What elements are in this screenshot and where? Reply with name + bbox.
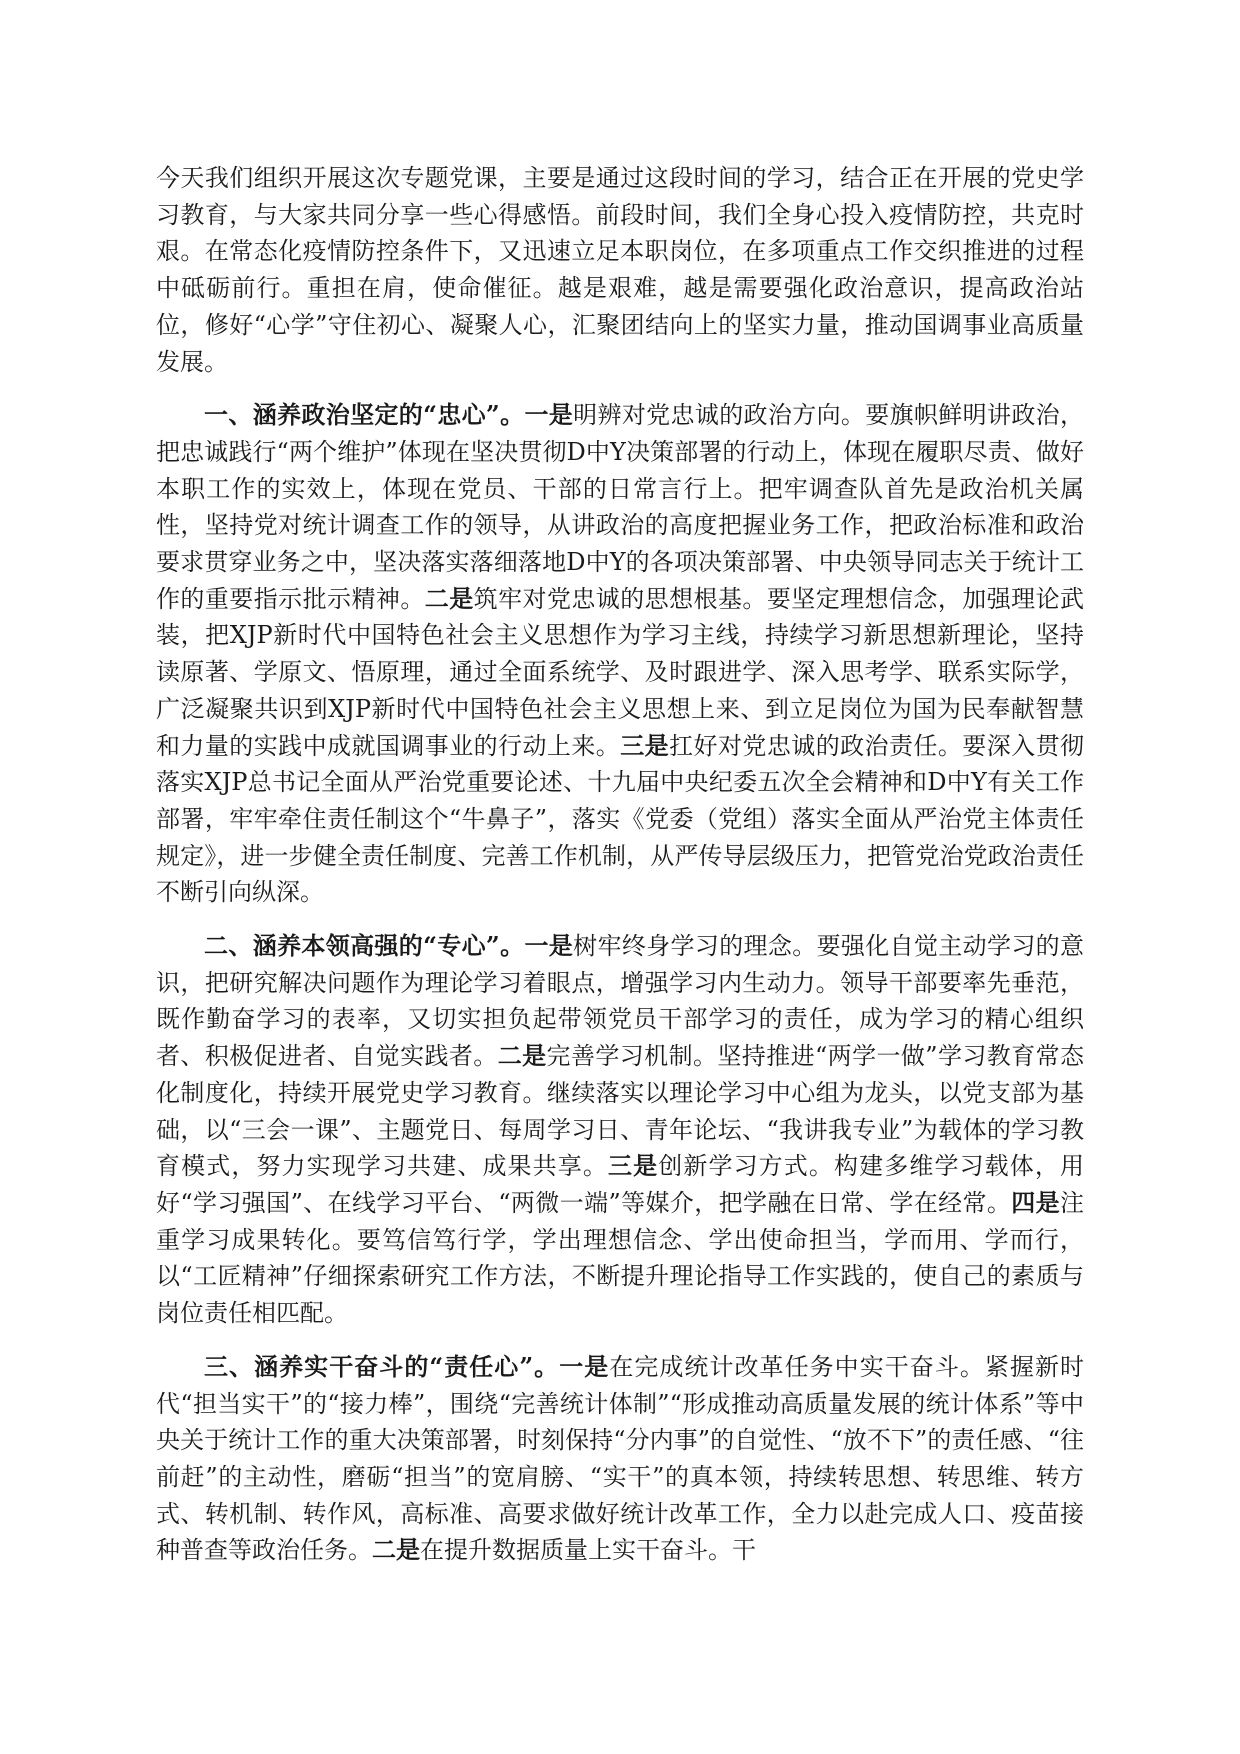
section-1-text-1: 明辨对党忠诚的政治方向。要旗帜鲜明讲政治，把忠诚践行“两个维护”体现在坚决贯彻D中Y决策部署的行动上，体现在履职尽责、做好本职工作的实效上，体现在党员、干部的日常言行上。把牢调查队首先是政治机关属性，坚持党对统计调查工作的领导，从讲政治的高度把握业务工作，把政治标准和政治要求贯穿业务之中，坚决落实落细落地D中Y的各项决策部署、中央领导同志关于统计工作的重要指示批示精神。 — [156, 401, 1085, 613]
section-2-paragraph — [156, 928, 1084, 1332]
section-2-text-3: 创新学习方式。构建多维学习载体，用好“学习强国”、在线学习平台、“两微一端”等媒介，把学融在日常、学在经常。 — [156, 1152, 1085, 1217]
section-3-text-2: 在提升数据质量上实干奋斗。干 — [420, 1536, 756, 1565]
section-2-marker-2: 二是 — [497, 1041, 547, 1071]
section-3-heading: 三、涵养实干奋斗的“责任心”。 — [204, 1351, 560, 1381]
section-1-text-3: 扛好对党忠诚的政治责任。要深入贯彻落实XJP总书记全面从严治党重要论述、十九届中央纪委五次全会精神和D中Y有关工作部署，牢牢牵住责任制这个“牛鼻子”，落实《党委（党组）落实全面从严治党主体责任规定》，进一步健全责任制度、完善工作机制，从严传导层级压力，把管党治党政治责任不断引向纵深。 — [156, 731, 1085, 907]
section-1-marker-3: 三是 — [620, 730, 670, 760]
section-2-marker-1: 一是 — [524, 931, 574, 961]
section-3-marker-2: 二是 — [372, 1535, 420, 1565]
section-2-text-2: 完善学习机制。坚持推进“两学一做”学习教育常态化制度化，持续开展党史学习教育。继续落实以理论学习中心组为龙头，以党支部为基础，以“三会一课”、主题党日、每周学习日、青年论坛、“我讲我专业”为载体的学习教育模式，努力实现学习共建、成果共享。 — [156, 1042, 1085, 1181]
section-1-marker-1: 一是 — [524, 400, 574, 430]
section-3-text-1: 在完成统计改革任务中实干奋斗。紧握新时代“担当实干”的“接力棒”，围绕“完善统计体制”“形成推动高质量发展的统计体系”等中央关于统计工作的重大决策部署，时刻保持“分内事”的自觉性、“放不下”的责任感、“往前赶”的主动性，磨砺“担当”的宽肩膀、“实干”的真本领，持续转思想、转思维、转方式、转机制、转作风，高标准、高要求做好统计改革工作，全力以赴完成人口、疫苗接种普查等政治任务。 — [156, 1352, 1085, 1565]
intro-text: 今天我们组织开展这次专题党课，主要是通过这段时间的学习，结合正在开展的党史学习教育，与大家共同分享一些心得感悟。前段时间，我们全身心投入疫情防控，共克时艰。在常态化疫情防控条件下，又迅速立足本职岗位，在多项重点工作交织推进的过程中砥砺前行。重担在肩，使命催征。越是艰难，越是需要强化政治意识，提高政治站位，修好“心学”守住初心、凝聚人心，汇聚团结向上的坚实力量，推动国调事业高质量发展。 — [156, 164, 1084, 376]
section-2-text-4: 注重学习成果转化。要笃信笃行学，学出理想信念、学出使命担当，学而用、学而行，以“工匠精神”仔细探索研究工作方法，不断提升理论指导工作实践的，使自己的素质与岗位责任相匹配。 — [156, 1188, 1084, 1328]
section-2-marker-4: 四是 — [1011, 1187, 1060, 1217]
section-2-marker-3: 三是 — [608, 1151, 659, 1181]
section-3-marker-1: 一是 — [559, 1351, 610, 1381]
section-1-paragraph — [156, 397, 1084, 911]
section-3-paragraph — [156, 1349, 1084, 1569]
section-2-heading: 二、涵养本领高强的“专心”。 — [204, 931, 525, 961]
intro-paragraph — [156, 160, 1084, 380]
section-1-heading: 一、涵养政治坚定的“忠心”。 — [204, 400, 525, 430]
document-body — [156, 160, 1084, 1586]
section-2-text-1: 树牢终身学习的理念。要强化自觉主动学习的意识，把研究解决问题作为理论学习着眼点，增强学习内生动力。领导干部要率先垂范，既作勤奋学习的表率，又切实担负起带领党员干部学习的责任，成为学习的精心组织者、积极促进者、自觉实践者。 — [156, 932, 1085, 1071]
section-1-marker-2: 二是 — [424, 583, 474, 613]
section-1-text-2: 筑牢对党忠诚的思想根基。要坚定理想信念，加强理论武装，把XJP新时代中国特色社会主义思想作为学习主线，持续学习新思想新理论，坚持读原著、学原文、悟原理，通过全面系统学、及时跟进学、深入思考学、联系实际学，广泛凝聚共识到XJP新时代中国特色社会主义思想上来、到立足岗位为国为民奉献智慧和力量的实践中成就国调事业的行动上来。 — [156, 584, 1085, 760]
